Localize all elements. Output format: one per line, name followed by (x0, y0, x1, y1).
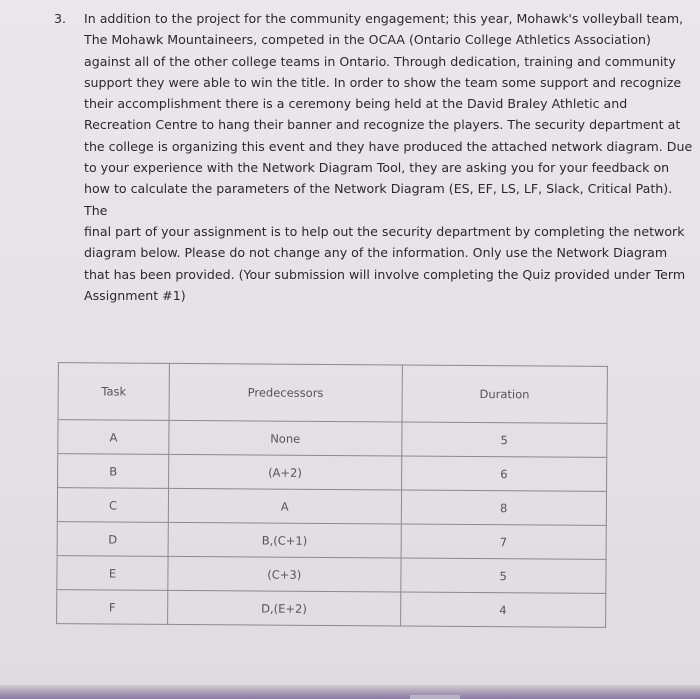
table-header-row (58, 363, 607, 424)
duration-cell: 7 (401, 524, 607, 559)
duration-cell: 5 (400, 558, 606, 593)
table-row (57, 522, 606, 560)
predecessors-cell: None (169, 420, 402, 456)
duration-cell: 8 (401, 490, 607, 525)
screen-bottom-edge (0, 685, 700, 699)
predecessors-cell: (C+3) (168, 556, 401, 592)
predecessors-cell: B,(C+1) (168, 522, 401, 558)
predecessors-cell: D,(E+2) (168, 590, 401, 626)
task-cell: A (58, 420, 169, 455)
task-cell: E (57, 556, 168, 591)
task-cell: F (57, 590, 168, 625)
header-predecessors: Predecessors (169, 363, 402, 422)
duration-cell: 4 (400, 592, 606, 627)
task-cell: D (57, 522, 168, 557)
header-task: Task (58, 363, 170, 421)
table-row (57, 488, 606, 526)
task-cell: B (58, 454, 169, 489)
question-number: 3. (54, 11, 67, 26)
duration-cell: 5 (401, 422, 607, 457)
predecessors-cell: A (168, 488, 401, 524)
question-text: In addition to the project for the community engagement; this year, Mohawk's volleyball team, The Mohawk Mountaineers, competed in the OCAA (Ontario College Athletics Association) against all of the other college teams in Ontario. Through dedication, training and community support they were able to win the title. In order to show the team some support and recognize their accomplishment there is a ceremony being held at the David Braley Athletic and Recreation Centre to hang their banner and recognize the players. The security department at the college is organizing this event and they have produced the attached network diagram. Due to your experience with the Network Diagram Tool, they are asking you for your feedback on how to calculate the parameters of the Network Diagram (ES, EF, LS, LF, Slack, Critical Path). The final part of your assignment is to help out the security department by completing the network diagram below. Please do not change any of the information. Only use the Network Diagram that has been provided. (Your submission will involve completing the Quiz provided under Term Assignment #1) (84, 11, 693, 303)
task-table (56, 362, 608, 628)
screen-bottom-handle (410, 695, 460, 699)
duration-cell: 6 (401, 456, 607, 491)
table-row (58, 454, 607, 492)
table-row (58, 420, 607, 458)
table-row (57, 590, 606, 628)
header-duration: Duration (402, 365, 608, 423)
predecessors-cell: (A+2) (169, 454, 402, 490)
table-row (57, 556, 606, 594)
task-cell: C (57, 488, 168, 523)
question-block (54, 8, 694, 306)
